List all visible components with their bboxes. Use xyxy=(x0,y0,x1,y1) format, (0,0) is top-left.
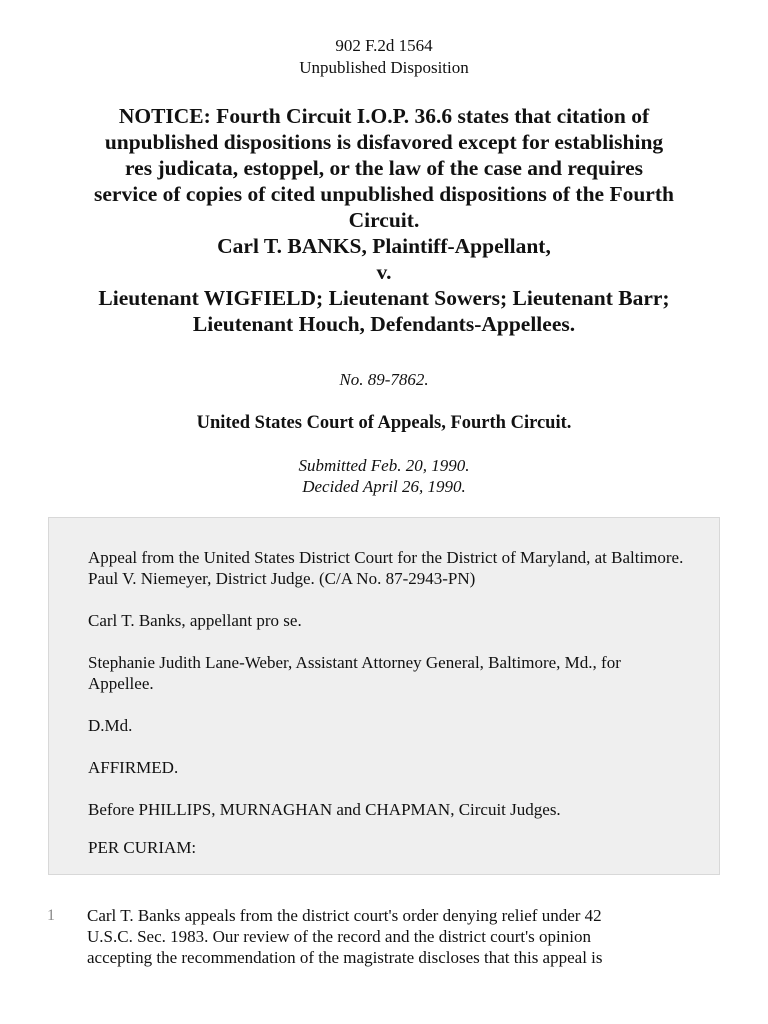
appeal-from: Appeal from the United States District Court for the District of Maryland, at Baltimore. Paul V. Niemeyer, District Judge. (C/A No. 87-2943-PN) xyxy=(88,548,684,588)
appellee-counsel: Stephanie Judith Lane-Weber, Assistant Attorney General, Baltimore, Md., for Appellee. xyxy=(88,653,621,693)
court-name: United States Court of Appeals, Fourth Circuit. xyxy=(196,413,572,433)
defendants-line: Lieutenant WIGFIELD; Lieutenant Sowers; Lieutenant Barr; xyxy=(98,286,670,310)
paragraph-line: U.S.C. Sec. 1983. Our review of the record and the district court's opinion xyxy=(87,927,591,946)
versus: v. xyxy=(376,260,392,284)
outcome: AFFIRMED. xyxy=(88,758,179,777)
case-summary-box xyxy=(48,517,720,875)
opinion-paragraph xyxy=(87,905,727,968)
decided-date: Decided April 26, 1990. xyxy=(302,477,466,496)
notice-line: res judicata, estoppel, or the law of the case and requires xyxy=(125,156,643,180)
submitted-date: Submitted Feb. 20, 1990. xyxy=(298,456,470,475)
reporter-citation: 902 F.2d 1564 xyxy=(335,36,433,55)
defendants-line: Lieutenant Houch, Defendants-Appellees. xyxy=(192,312,576,336)
per-curiam: PER CURIAM: xyxy=(88,838,197,857)
notice-line: service of copies of cited unpublished dispositions of the Fourth xyxy=(94,182,674,206)
notice-line: unpublished dispositions is disfavored except for establishing xyxy=(104,130,664,154)
citation-header xyxy=(0,35,768,79)
disposition-label: Unpublished Disposition xyxy=(299,58,469,77)
case-title xyxy=(40,103,728,337)
district-abbrev: D.Md. xyxy=(88,716,133,735)
notice-line: Circuit. xyxy=(348,208,420,232)
paragraph-line: accepting the recommendation of the magistrate discloses that this appeal is xyxy=(87,948,603,967)
paragraph-number: 1 xyxy=(47,907,55,924)
plaintiff-name: Carl T. BANKS, Plaintiff-Appellant, xyxy=(217,234,551,258)
paragraph-line: Carl T. Banks appeals from the district court's order denying relief under 42 xyxy=(87,906,602,925)
docket-number: No. 89-7862. xyxy=(339,370,429,389)
notice-line: NOTICE: Fourth Circuit I.O.P. 36.6 states that citation of xyxy=(118,104,650,128)
case-dates xyxy=(0,455,768,497)
panel-judges: Before PHILLIPS, MURNAGHAN and CHAPMAN, Circuit Judges. xyxy=(88,800,561,819)
appellant-counsel: Carl T. Banks, appellant pro se. xyxy=(88,611,302,630)
